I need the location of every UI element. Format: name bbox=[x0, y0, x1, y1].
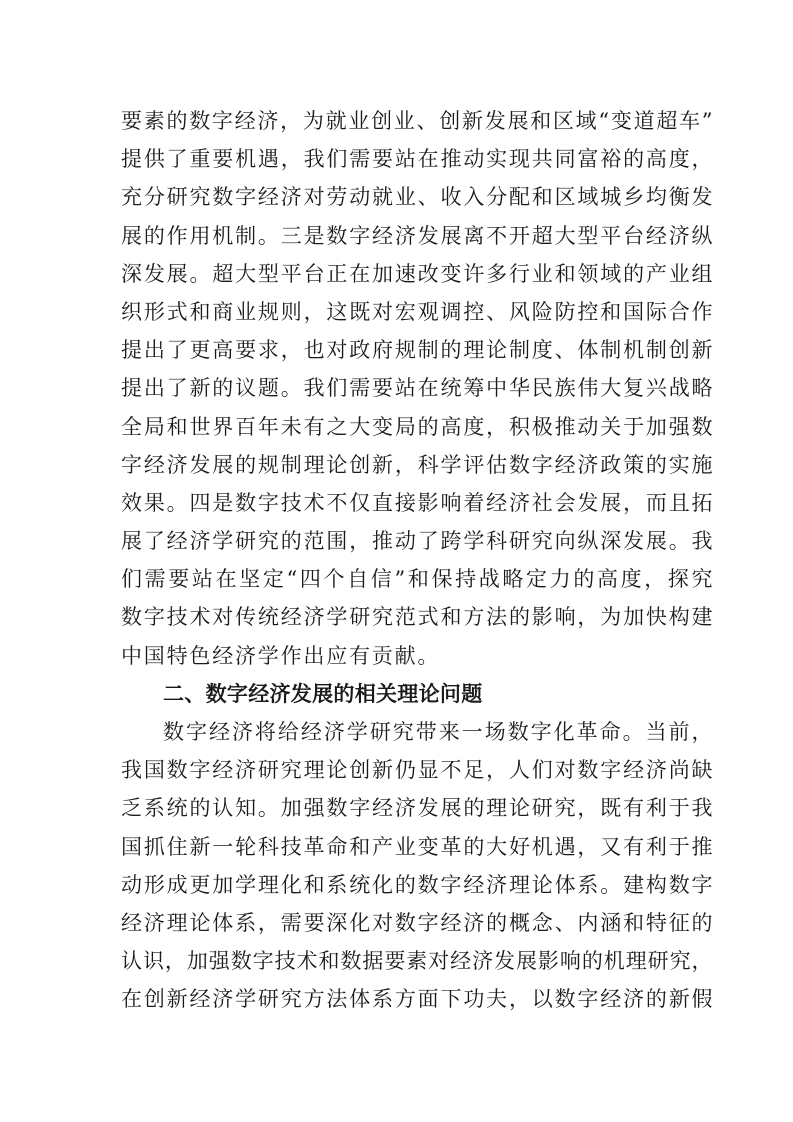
text-line: 数字经济将给经济学研究带来一场数字化革命。当前， bbox=[163, 720, 713, 744]
document-page bbox=[121, 102, 713, 1019]
text-line: 认识，加强数字技术和数据要素对经济发展影响的机理研究， bbox=[121, 949, 713, 974]
text-line: 提出了更高要求，也对政府规制的理论制度、体制机制创新 bbox=[121, 338, 713, 363]
text-line: 乏系统的认知。加强数字经济发展的理论研究，既有利于我 bbox=[121, 796, 713, 821]
text-line: 们需要站在坚定“四个自信”和保持战略定力的高度，探究 bbox=[121, 567, 713, 592]
text-line: 织形式和商业规则，这既对宏观调控、风险防控和国际合作 bbox=[121, 299, 713, 324]
section-heading: 二、数字经济发展的相关理论问题 bbox=[163, 681, 483, 706]
text-line: 中国特色经济学作出应有贡献。 bbox=[121, 643, 441, 668]
text-line: 提出了新的议题。我们需要站在统筹中华民族伟大复兴战略 bbox=[121, 376, 713, 401]
text-line: 在创新经济学研究方法体系方面下功夫，以数字经济的新假 bbox=[121, 987, 713, 1012]
paragraph-1 bbox=[121, 102, 713, 675]
text-line: 我国数字经济研究理论创新仍显不足，人们对数字经济尚缺 bbox=[121, 758, 713, 783]
text-line: 提供了重要机遇，我们需要站在推动实现共同富裕的高度， bbox=[121, 147, 713, 172]
text-line: 字经济发展的规制理论创新，科学评估数字经济政策的实施 bbox=[121, 452, 713, 477]
paragraph-2 bbox=[121, 713, 713, 1019]
text-line: 深发展。超大型平台正在加速改变许多行业和领域的产业组 bbox=[121, 261, 713, 286]
text-line: 要素的数字经济，为就业创业、创新发展和区域“变道超车” bbox=[121, 109, 713, 133]
text-line: 展了经济学研究的范围，推动了跨学科研究向纵深发展。我 bbox=[121, 529, 713, 554]
text-line: 国抓住新一轮科技革命和产业变革的大好机遇，又有利于推 bbox=[121, 834, 713, 859]
text-line: 数字技术对传统经济学研究范式和方法的影响，为加快构建 bbox=[121, 605, 713, 630]
text-line: 充分研究数字经济对劳动就业、收入分配和区域城乡均衡发 bbox=[121, 185, 713, 210]
text-line: 动形成更加学理化和系统化的数字经济理论体系。建构数字 bbox=[121, 872, 713, 897]
text-line: 展的作用机制。三是数字经济发展离不开超大型平台经济纵 bbox=[121, 223, 713, 248]
text-line: 经济理论体系，需要深化对数字经济的概念、内涵和特征的 bbox=[121, 910, 713, 935]
text-line: 效果。四是数字技术不仅直接影响着经济社会发展，而且拓 bbox=[121, 490, 713, 515]
text-line: 全局和世界百年未有之大变局的高度，积极推动关于加强数 bbox=[121, 414, 713, 439]
